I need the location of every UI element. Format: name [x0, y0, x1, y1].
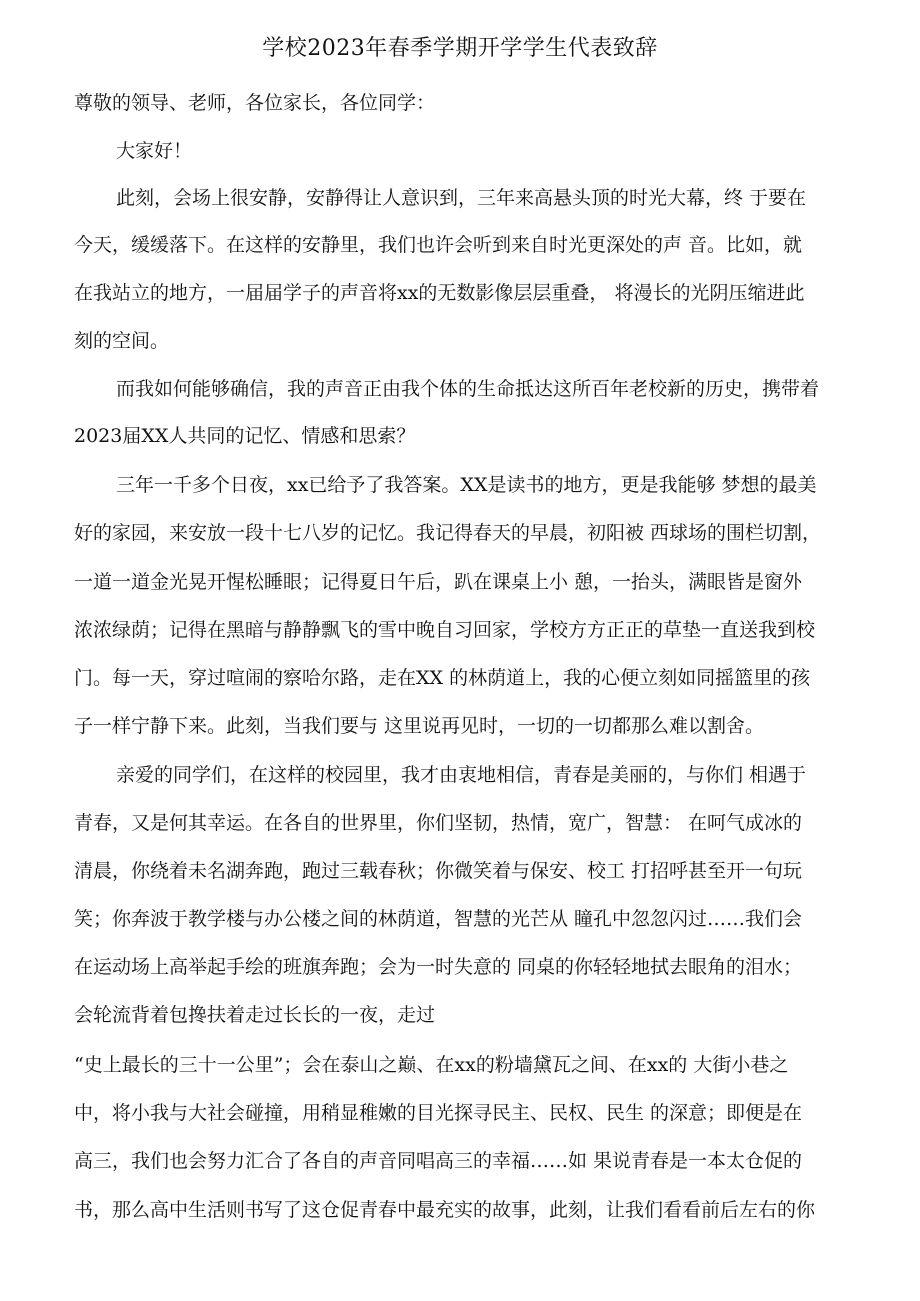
paragraph-line: 在我站立的地方，一届届学子的声音将xx的无数影像层层重叠， 将漫长的光阴压缩进此 — [74, 282, 805, 304]
paragraph-line: 清晨，你绕着未名湖奔跑，跑过三载春秋；你微笑着与保安、校工 打招呼甚至开一句玩 — [74, 860, 803, 882]
paragraph-line: 三年一千多个日夜，xx已给予了我答案。XX是读书的地方，更是我能够 梦想的最美 — [116, 474, 817, 496]
paragraph-line: 门。每一天，穿过喧闹的察哈尔路，走在XX 的林荫道上，我的心便立刻如同摇篮里的孩 — [74, 667, 811, 689]
paragraph-line: 而我如何能够确信，我的声音正由我个体的生命抵达这所百年老校新的历史，携带着 — [116, 378, 820, 400]
paragraph-line: 一道一道金光晃开惺松睡眼；记得夏日午后，趴在课桌上小 憩，一抬头，满眼皆是窗外 — [74, 571, 803, 593]
salutation-line: 尊敬的领导、老师，各位家长，各位同学： — [74, 92, 436, 114]
paragraph-line: 好的家园，来安放一段十七八岁的记忆。我记得春天的早晨，初阳被 西球场的围栏切割， — [74, 522, 822, 544]
paragraph-line: 笑；你奔波于教学楼与办公楼之间的林荫道，智慧的光芒从 瞳孔中忽忽闪过……我们会 — [74, 908, 803, 930]
paragraph-line: 高三，我们也会努力汇合了各自的声音同唱高三的幸福……如 果说青春是一本太仓促的 — [74, 1150, 803, 1172]
paragraph-line: 此刻，会场上很安静，安静得让人意识到，三年来高悬头顶的时光大幕，终 于要在 — [116, 187, 807, 209]
paragraph-line: 今天，缓缓落下。在这样的安静里，我们也许会听到来自时光更深处的声 音。比如，就 — [74, 234, 803, 256]
paragraph-line: 中，将小我与大社会碰撞，用稍显稚嫩的目光探寻民主、民权、民生 的深意；即便是在 — [74, 1102, 803, 1124]
greeting-line: 大家好！ — [116, 140, 193, 162]
paragraph-line: 浓浓绿荫；记得在黑暗与静静飘飞的雪中晚自习回家，学校方方正正的草垫一直送我到校 — [74, 619, 816, 641]
paragraph-line: 书，那么高中生活则书写了这仓促青春中最充实的故事，此刻，让我们看看前后左右的你 — [74, 1199, 816, 1221]
paragraph-line: 亲爱的同学们，在这样的校园里，我才由衷地相信，青春是美丽的，与你们 相遇于 — [116, 764, 807, 786]
paragraph-line: 青春，又是何其幸运。在各自的世界里，你们坚韧，热情，宽广，智慧： 在呵气成冰的 — [74, 812, 803, 834]
paragraph-line: 子一样宁静下来。此刻，当我们要与 这里说再见时，一切的一切都那么难以割舍。 — [74, 715, 765, 737]
document-title: 学校2023年春季学期开学学生代表致辞 — [262, 36, 658, 61]
paragraph-line: 刻的空间。 — [74, 330, 170, 352]
paragraph-line: 会轮流背着包搀扶着走过长长的一夜，走过 — [74, 1004, 436, 1026]
paragraph-line: 在运动场上高举起手绘的班旗奔跑；会为一时失意的 同桌的你轻轻地拭去眼角的泪水； — [74, 956, 803, 978]
paragraph-line: “史上最长的三十一公里”；会在泰山之巅、在xx的粉墙黛瓦之间、在xx的 大街小巷之 — [74, 1054, 789, 1076]
paragraph-line: 2023届XX人共同的记忆、情感和思索？ — [74, 425, 416, 447]
